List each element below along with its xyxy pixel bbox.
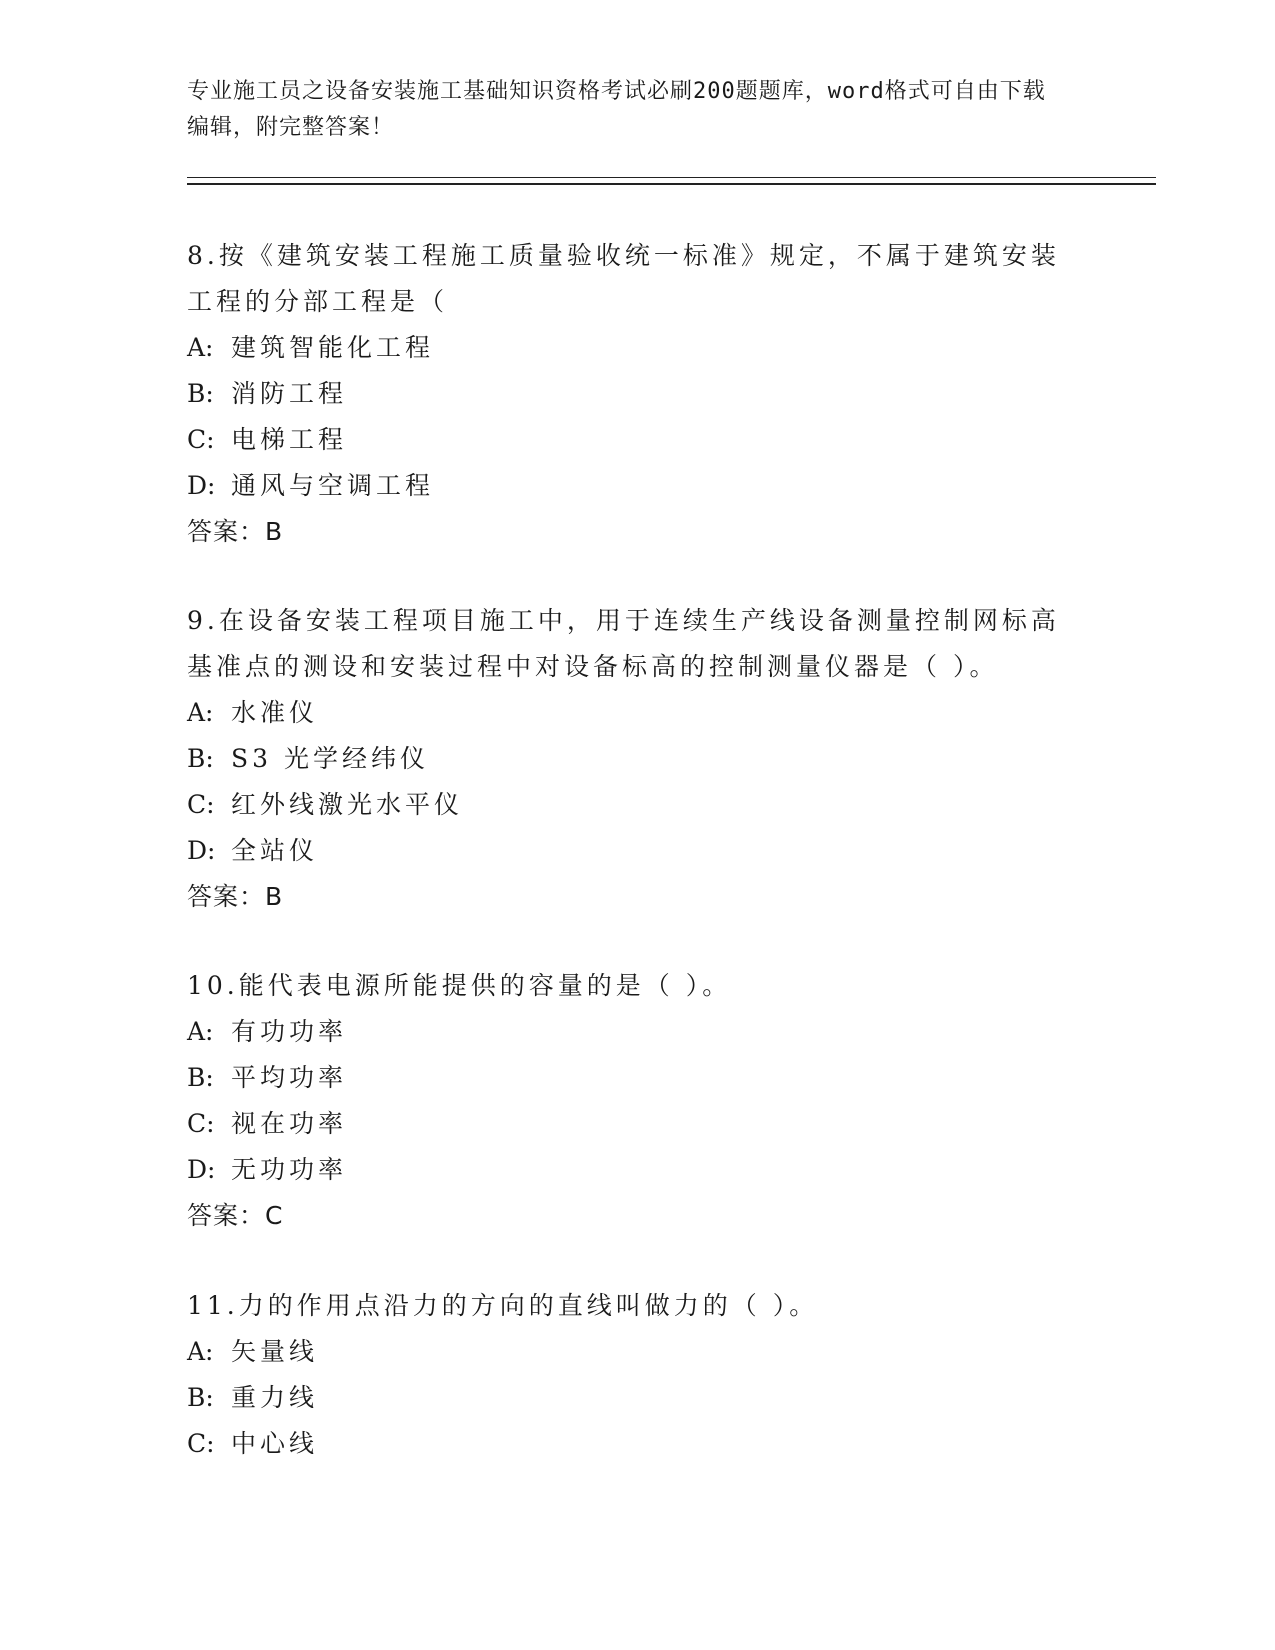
question-11 <box>187 1283 1067 1467</box>
answer-line: 答案：B <box>187 517 284 546</box>
option-text: 通风与空调工程 <box>231 471 435 500</box>
option-text: 水准仪 <box>231 698 319 727</box>
option-text: 矢量线 <box>231 1337 319 1366</box>
option-key: A: <box>187 1337 214 1366</box>
question-stem: 10.能代表电源所能提供的容量的是（ ）。 <box>187 971 732 1000</box>
option-key: A: <box>187 698 214 727</box>
option-a <box>187 325 1067 371</box>
option-text: 中心线 <box>231 1429 319 1458</box>
option-key: C: <box>187 425 215 454</box>
header-divider-thin <box>187 177 1156 178</box>
option-text: 有功功率 <box>231 1017 348 1046</box>
option-b <box>187 736 1067 782</box>
answer-line: 答案：B <box>187 882 284 911</box>
option-key: B: <box>187 744 214 773</box>
option-text: 红外线激光水平仪 <box>231 790 464 819</box>
question-stem: 9.在设备安装工程项目施工中，用于连续生产线设备测量控制网标高基准点的测设和安装过程中对设备标高的控制测量仪器是（ ）。 <box>187 606 1060 681</box>
option-key: C: <box>187 1109 215 1138</box>
option-key: D: <box>187 471 216 500</box>
option-key: A: <box>187 1017 214 1046</box>
option-text: 平均功率 <box>231 1063 348 1092</box>
option-text: 全站仪 <box>231 836 319 865</box>
answer-line: 答案：C <box>187 1201 284 1230</box>
option-text: 无功功率 <box>231 1155 348 1184</box>
option-c <box>187 417 1067 463</box>
option-c <box>187 1421 1067 1467</box>
question-stem: 8.按《建筑安装工程施工质量验收统一标准》规定，不属于建筑安装工程的分部工程是（ <box>187 241 1060 316</box>
option-text: 消防工程 <box>231 379 348 408</box>
option-a <box>187 690 1067 736</box>
question-stem: 11.力的作用点沿力的方向的直线叫做力的（ ）。 <box>187 1291 819 1320</box>
option-b <box>187 1375 1067 1421</box>
option-key: D: <box>187 1155 216 1184</box>
option-text: S3 光学经纬仪 <box>231 744 429 773</box>
document-title: 专业施工员之设备安装施工基础知识资格考试必刷200题题库，word格式可自由下载编辑，附完整答案！ <box>187 79 1046 140</box>
option-a <box>187 1009 1067 1055</box>
option-text: 建筑智能化工程 <box>231 333 435 362</box>
option-text: 电梯工程 <box>231 425 348 454</box>
option-key: B: <box>187 379 214 408</box>
option-b <box>187 371 1067 417</box>
option-c <box>187 1101 1067 1147</box>
option-d <box>187 1147 1067 1193</box>
option-d <box>187 828 1067 874</box>
question-10 <box>187 963 1067 1239</box>
option-key: D: <box>187 836 216 865</box>
option-key: B: <box>187 1063 214 1092</box>
header-divider-thick <box>187 183 1156 185</box>
option-key: A: <box>187 333 214 362</box>
option-a <box>187 1329 1067 1375</box>
option-key: B: <box>187 1383 214 1412</box>
option-text: 视在功率 <box>231 1109 348 1138</box>
option-key: C: <box>187 790 215 819</box>
question-8 <box>187 233 1067 555</box>
option-c <box>187 782 1067 828</box>
option-text: 重力线 <box>231 1383 319 1412</box>
option-key: C: <box>187 1429 215 1458</box>
question-9 <box>187 598 1067 920</box>
option-b <box>187 1055 1067 1101</box>
option-d <box>187 463 1067 509</box>
